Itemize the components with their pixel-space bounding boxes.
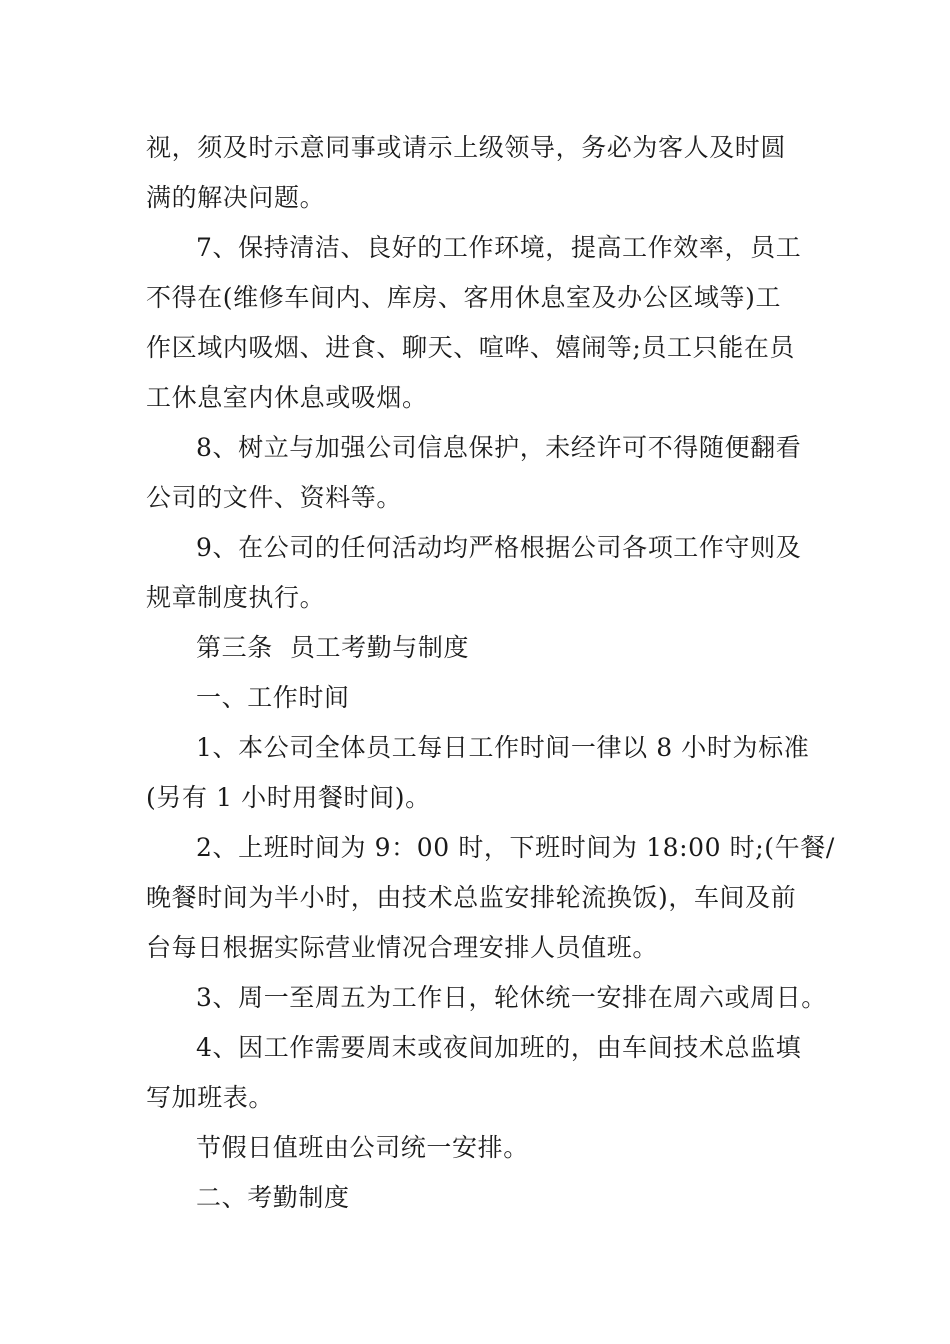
text-line: 工休息室内休息或吸烟。	[146, 383, 428, 412]
text-line: 满的解决问题。	[146, 183, 326, 212]
text-line: 台每日根据实际营业情况合理安排人员值班。	[146, 933, 659, 962]
text-line: 规章制度执行。	[146, 583, 326, 612]
text-line: 1、本公司全体员工每日工作时间一律以 8 小时为标准	[196, 733, 810, 762]
text-line: 不得在(维修车间内、库房、客用休息室及办公区域等)工	[146, 283, 782, 312]
text-line: 公司的文件、资料等。	[146, 483, 403, 512]
text-line: 4、因工作需要周末或夜间加班的，由车间技术总监填	[196, 1033, 802, 1062]
text-line: 节假日值班由公司统一安排。	[196, 1133, 529, 1162]
text-line: 8、树立与加强公司信息保护，未经许可不得随便翻看	[196, 433, 802, 462]
section-heading: 第三条 员工考勤与制度	[196, 633, 470, 662]
text-line: 2、上班时间为 9：00 时，下班时间为 18:00 时;(午餐/	[196, 833, 835, 862]
text-line: 视，须及时示意同事或请示上级领导，务必为客人及时圆	[146, 133, 787, 162]
subsection-heading: 二、考勤制度	[196, 1183, 350, 1212]
text-line: 3、周一至周五为工作日，轮休统一安排在周六或周日。	[196, 983, 827, 1012]
subsection-heading: 一、工作时间	[196, 683, 350, 712]
text-line: (另有 1 小时用餐时间)。	[146, 783, 431, 812]
text-line: 9、在公司的任何活动均严格根据公司各项工作守则及	[196, 533, 802, 562]
text-line: 写加班表。	[146, 1083, 275, 1112]
text-line: 作区域内吸烟、进食、聊天、喧哗、嬉闹等;员工只能在员	[146, 333, 796, 362]
text-line: 晚餐时间为半小时，由技术总监安排轮流换饭)，车间及前	[146, 883, 797, 912]
text-line: 7、保持清洁、良好的工作环境，提高工作效率，员工	[196, 233, 802, 262]
